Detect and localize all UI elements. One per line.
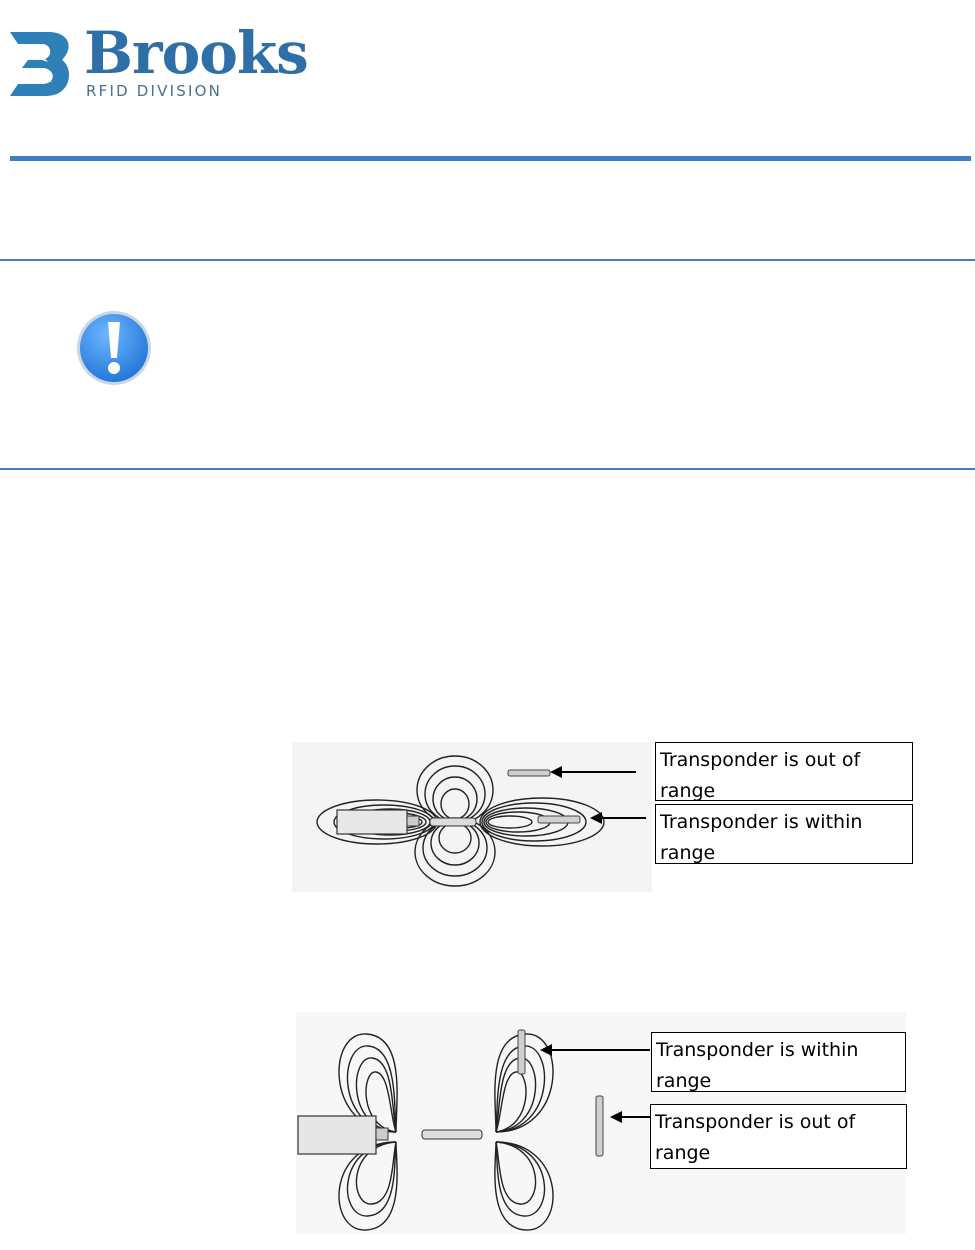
notice-bottom-rule: [0, 468, 975, 470]
header-rule: [10, 156, 971, 161]
callout-fig2-out-of-range: Transponder is out of range: [650, 1104, 907, 1169]
brand-subtitle: RFID DIVISION: [86, 82, 223, 100]
callout-fig1-out-of-range: Transponder is out of range: [655, 742, 913, 801]
brooks-logo-icon: [8, 28, 74, 100]
figure-2-arrows: [530, 1035, 652, 1135]
brand-name: Brooks: [84, 19, 308, 87]
notice-top-rule: [0, 259, 975, 261]
figure-1-arrows: [540, 760, 650, 830]
callout-fig2-within-range: Transponder is within range: [651, 1032, 906, 1092]
exclamation-info-icon: [74, 308, 154, 388]
callout-fig1-within-range: Transponder is within range: [655, 804, 913, 864]
